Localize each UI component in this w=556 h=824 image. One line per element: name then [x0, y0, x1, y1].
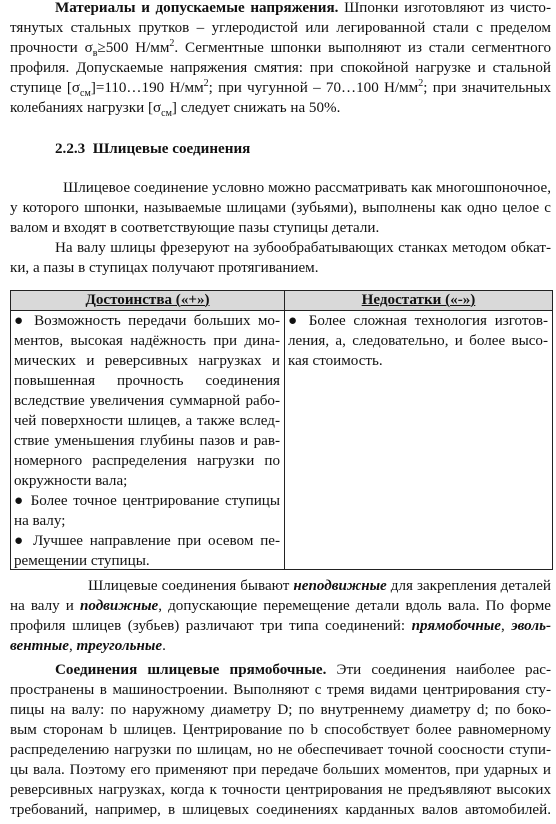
- para2-line-1: На валу шлицы фрезеруют на зубообрабатывающих станках методом обкат-: [55, 240, 551, 256]
- para3-line-3: профиля шлицев (зубьев) различают три типа соединений: прямобочные, эволь-: [10, 618, 551, 634]
- dis-line: ● Более сложная технология изготов-: [288, 313, 548, 329]
- para4-line-7: реверсивных нагрузках, когда к точности центрирования не предъявляют высоких: [10, 782, 551, 798]
- adv-line: номерного распределения нагрузки по: [14, 453, 280, 469]
- para4-line-3: пицы на валу: по наружному диаметру D; по внутреннему диаметру d; по боко-: [10, 702, 551, 718]
- intro-line-3: прочности $\sigma_в\ge 500$ $Н/мм^2$. Сегментные шпонки выполняют из стали сегментного: [10, 37, 551, 60]
- intro-text: Шпонки изготовляют из чисто-: [344, 0, 551, 16]
- adv-line: на валу;: [14, 513, 66, 529]
- table-row: [11, 311, 553, 570]
- para3-line-4: вентные, треугольные.: [10, 638, 166, 654]
- adv-line: мических и реверсивных нагрузках и: [14, 353, 280, 369]
- adv-line: чей поверхности шлицев, а также вслед-: [14, 413, 280, 429]
- para4-line-2: пространены в машиностроении. Выполняют с тремя видами центрирования сту-: [10, 682, 551, 698]
- para3-line-2: на валу и подвижные, допускающие перемещение детали вдоль вала. По форме: [10, 598, 551, 614]
- adv-line: ● Более точное центрирование ступицы: [14, 493, 280, 509]
- para1-line-1: Шлицевое соединение условно можно рассматривать как многошпоночное,: [63, 180, 551, 196]
- para4-line-6: цы вала. Поэтому его применяют при передаче больших моментов, при ударных и: [10, 762, 551, 778]
- para1-line-3: валом и входят в соответствующие пазы ступицы детали.: [10, 220, 380, 236]
- advantages-cell: [11, 311, 285, 570]
- intro-line-4: профиля. Допускаемые напряжения смятия: при спокойной нагрузке и стальной: [10, 60, 551, 76]
- intro-line-6: колебаниях нагрузки $[\sigma_{см}]$ следует снижать на 50%.: [10, 100, 341, 120]
- adv-line: ствие уменьшения глубины пазов и рав-: [14, 433, 280, 449]
- dis-line: ления, а, следовательно, и более высо-: [288, 333, 548, 349]
- section-number: 2.2.3: [55, 141, 86, 157]
- section-title: Шлицевые соединения: [92, 141, 251, 157]
- disadvantages-cell: [285, 311, 553, 570]
- adv-line: вследствие увеличения суммарной рабо-: [14, 393, 280, 409]
- para4-line-8: требований, например, в шлицевых соединениях карданных валов автомобилей.: [10, 802, 551, 818]
- para3-line-1: Шлицевые соединения бывают неподвижные для закрепления деталей: [88, 578, 551, 594]
- adv-line: ● Возможность передачи больших мо-: [14, 313, 280, 329]
- header-disadvantages: Недостатки («-»): [285, 291, 553, 311]
- adv-line: ментов, высокая надёжность при дина-: [14, 333, 280, 349]
- para1-line-2: у которого шпонки, называемые шлицами (зубьями), выполнены как одно целое с: [10, 200, 551, 216]
- adv-line: повышенная прочность соединения: [14, 373, 280, 389]
- para4-line-5: распределению нагрузки по шлицам, но не обеспечивает точной соосности ступи-: [10, 742, 551, 758]
- intro-line-1: [55, 0, 551, 18]
- advantages-table: [10, 290, 553, 570]
- intro-heading-bold: Материалы и допускаемые напряжения.: [55, 0, 339, 16]
- para2-line-2: ки, а пазы в ступицах получают протягиванием.: [10, 260, 319, 276]
- adv-line: окружности вала;: [14, 473, 128, 489]
- adv-line: ремещении ступицы.: [14, 553, 150, 569]
- section-heading: [55, 139, 250, 159]
- intro-line-5: ступице $[\sigma_{см}]=110\dots 190$ $Н/мм^2$; при чугунной – 70…100 $Н/мм^2$; при значительных: [10, 77, 551, 100]
- intro-line-2: тянутых стальных прутков – углеродистой или легированной стали с пределом: [10, 20, 551, 36]
- para4-line-1: Соединения шлицевые прямобочные. Эти соединения наиболее рас-: [55, 662, 551, 678]
- dis-line: кая стоимость.: [288, 353, 383, 369]
- para4-line-4: вым сторонам b шлицев. Центрирование по b способствует более равномерному: [10, 722, 551, 738]
- header-advantages: Достоинства («+»): [11, 291, 285, 311]
- adv-line: ● Лучшее направление при осевом пе-: [14, 533, 280, 549]
- table-header-row: [11, 291, 553, 311]
